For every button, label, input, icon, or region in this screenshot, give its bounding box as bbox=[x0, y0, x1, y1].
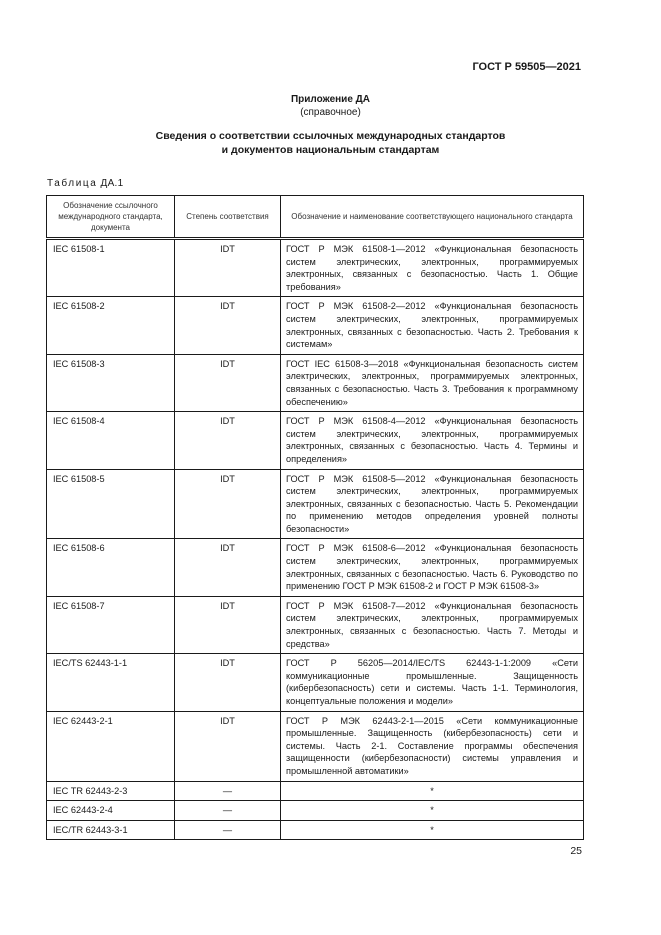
degree-cell: — bbox=[175, 820, 281, 840]
national-standard-cell: ГОСТ Р МЭК 61508-7—2012 «Функциональная безопасность систем электрических, электронных, программируемых электронных, связанных с безопасностью. Часть 7. Методы и средства» bbox=[281, 596, 584, 653]
degree-cell: IDT bbox=[175, 239, 281, 297]
appendix-subtitle: (справочное) bbox=[300, 107, 361, 118]
degree-cell: IDT bbox=[175, 654, 281, 711]
section-heading bbox=[0, 129, 661, 157]
reference-cell: IEC/TR 62443-3-1 bbox=[47, 820, 175, 840]
reference-cell: IEC 62443-2-4 bbox=[47, 801, 175, 821]
table-row bbox=[47, 820, 584, 840]
reference-cell: IEC 61508-4 bbox=[47, 412, 175, 469]
national-standard-cell: ГОСТ Р МЭК 61508-4—2012 «Функциональная безопасность систем электрических, электронных, программируемых электронных, связанных с безопасностью. Часть 4. Термины и определения» bbox=[281, 412, 584, 469]
column-header-reference: Обозначение ссылочного международного стандарта, документа bbox=[47, 196, 175, 239]
national-standard-cell: ГОСТ Р 56205—2014/IEC/TS 62443-1-1:2009 «Сети коммуникационные промышленные. Защищенность (кибербезопасность) сети и системы. Часть 1-1. Терминология, концептуальные положения и модели» bbox=[281, 654, 584, 711]
national-standard-cell: * bbox=[281, 801, 584, 821]
table-row bbox=[47, 539, 584, 596]
heading-line-1: Сведения о соответствии ссылочных международных стандартов bbox=[155, 130, 506, 142]
national-standard-cell: * bbox=[281, 781, 584, 801]
degree-cell: IDT bbox=[175, 711, 281, 781]
table-label-prefix: Таблица bbox=[47, 178, 98, 189]
page-number: 25 bbox=[570, 845, 582, 857]
reference-cell: IEC 61508-6 bbox=[47, 539, 175, 596]
national-standard-cell: ГОСТ Р МЭК 61508-2—2012 «Функциональная безопасность систем электрических, электронных, программируемых электронных, связанных с безопасностью. Часть 2. Требования к системам» bbox=[281, 297, 584, 354]
national-standard-cell: ГОСТ Р МЭК 61508-1—2012 «Функциональная безопасность систем электрических, электронных, программируемых электронных, связанных с безопасностью. Часть 1. Общие требования» bbox=[281, 239, 584, 297]
column-header-degree: Степень соответствия bbox=[175, 196, 281, 239]
appendix-title: Приложение ДА bbox=[290, 94, 371, 105]
degree-cell: IDT bbox=[175, 412, 281, 469]
table-row bbox=[47, 354, 584, 411]
reference-cell: IEC/TS 62443-1-1 bbox=[47, 654, 175, 711]
table-row bbox=[47, 297, 584, 354]
table-row bbox=[47, 239, 584, 297]
appendix-block bbox=[0, 93, 661, 119]
correspondence-table bbox=[46, 195, 584, 840]
degree-cell: IDT bbox=[175, 596, 281, 653]
reference-cell: IEC 61508-3 bbox=[47, 354, 175, 411]
degree-cell: IDT bbox=[175, 297, 281, 354]
national-standard-cell: ГОСТ Р МЭК 61508-5—2012 «Функциональная безопасность систем электрических, электронных, программируемых электронных, связанных с безопасностью. Часть 5. Рекомендации по применению методов определения уровней полноты безопасности» bbox=[281, 469, 584, 539]
table-row bbox=[47, 596, 584, 653]
national-standard-cell: * bbox=[281, 820, 584, 840]
degree-cell: IDT bbox=[175, 469, 281, 539]
degree-cell: — bbox=[175, 781, 281, 801]
reference-cell: IEC TR 62443-2-3 bbox=[47, 781, 175, 801]
table-label bbox=[47, 178, 123, 189]
degree-cell: IDT bbox=[175, 539, 281, 596]
national-standard-cell: ГОСТ Р МЭК 61508-6—2012 «Функциональная безопасность систем электрических, электронных, программируемых электронных, связанных с безопасностью. Часть 6. Руководство по применению ГОСТ Р МЭК 61508-2 и ГОСТ Р МЭК 61508-3» bbox=[281, 539, 584, 596]
degree-cell: IDT bbox=[175, 354, 281, 411]
reference-cell: IEC 61508-5 bbox=[47, 469, 175, 539]
national-standard-cell: ГОСТ Р МЭК 62443-2-1—2015 «Сети коммуникационные промышленные. Защищенность (кибербезопасность) сети и системы. Часть 2-1. Составление программы обеспечения защищенности (кибербезопасности) системы управления и промышленной автоматики» bbox=[281, 711, 584, 781]
table-label-number: ДА.1 bbox=[97, 178, 124, 189]
table-header-row bbox=[47, 196, 584, 239]
table-row bbox=[47, 654, 584, 711]
reference-cell: IEC 61508-7 bbox=[47, 596, 175, 653]
document-code: ГОСТ Р 59505—2021 bbox=[472, 61, 581, 73]
reference-cell: IEC 62443-2-1 bbox=[47, 711, 175, 781]
reference-cell: IEC 61508-2 bbox=[47, 297, 175, 354]
column-header-national: Обозначение и наименование соответствующего национального стандарта bbox=[281, 196, 584, 239]
heading-line-2: и документов национальным стандартам bbox=[221, 144, 440, 156]
table-row bbox=[47, 469, 584, 539]
table-row bbox=[47, 711, 584, 781]
national-standard-cell: ГОСТ IEC 61508-3—2018 «Функциональная безопасность систем электрических, электронных, программируемых электронных, связанных с безопасностью. Часть 3. Требования к программному обеспечению» bbox=[281, 354, 584, 411]
table-row bbox=[47, 801, 584, 821]
degree-cell: — bbox=[175, 801, 281, 821]
table-row bbox=[47, 412, 584, 469]
reference-cell: IEC 61508-1 bbox=[47, 239, 175, 297]
table-row bbox=[47, 781, 584, 801]
